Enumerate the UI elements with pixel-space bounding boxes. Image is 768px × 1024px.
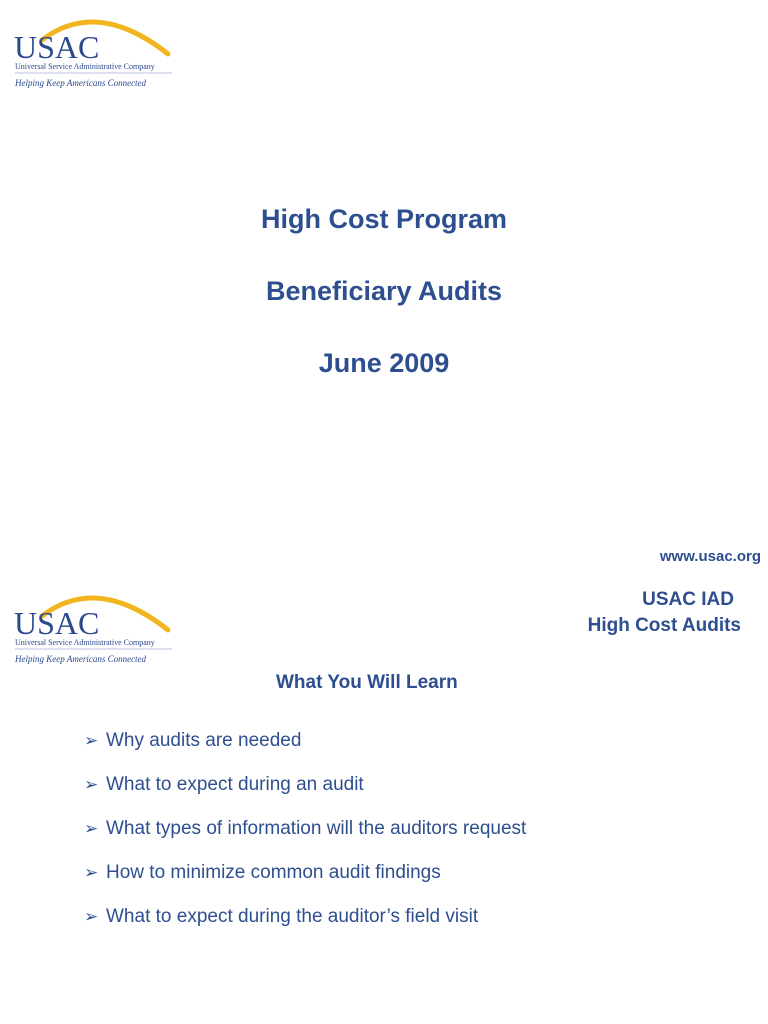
arrow-bullet-icon: ➢ bbox=[84, 819, 99, 838]
list-item bbox=[84, 772, 526, 816]
list-item-text: What to expect during the auditor’s field visit bbox=[106, 906, 479, 927]
list-item-text: Why audits are needed bbox=[106, 730, 302, 751]
slide-title-program: High Cost Program bbox=[260, 204, 508, 234]
list-item bbox=[84, 860, 526, 904]
section-title: What You Will Learn bbox=[276, 672, 458, 693]
logo-company: Universal Service Administrative Company bbox=[15, 62, 155, 71]
slide-title-audits: Beneficiary Audits bbox=[265, 276, 503, 306]
logo-wordmark: USAC bbox=[14, 29, 100, 65]
website-link[interactable]: www.usac.org bbox=[659, 548, 761, 565]
usac-logo bbox=[12, 10, 182, 90]
arrow-bullet-icon: ➢ bbox=[84, 775, 99, 794]
list-item-text: What types of information will the auditors request bbox=[106, 818, 527, 839]
logo-company: Universal Service Administrative Company bbox=[15, 638, 155, 647]
header-high-cost-audits: High Cost Audits bbox=[587, 615, 741, 636]
list-item bbox=[84, 728, 526, 772]
list-item-text: How to minimize common audit findings bbox=[106, 862, 441, 883]
arrow-bullet-icon: ➢ bbox=[84, 907, 99, 926]
slide-title-date: June 2009 bbox=[318, 348, 450, 378]
logo-wordmark: USAC bbox=[14, 605, 100, 641]
list-item bbox=[84, 904, 526, 948]
usac-logo bbox=[12, 586, 182, 666]
list-item bbox=[84, 816, 526, 860]
learning-list bbox=[84, 728, 526, 948]
arrow-bullet-icon: ➢ bbox=[84, 863, 99, 882]
arrow-bullet-icon: ➢ bbox=[84, 731, 99, 750]
list-item-text: What to expect during an audit bbox=[106, 774, 364, 795]
header-usac-iad: USAC IAD bbox=[642, 589, 734, 610]
logo-tagline: Helping Keep Americans Connected bbox=[15, 654, 147, 664]
logo-tagline: Helping Keep Americans Connected bbox=[15, 78, 147, 88]
